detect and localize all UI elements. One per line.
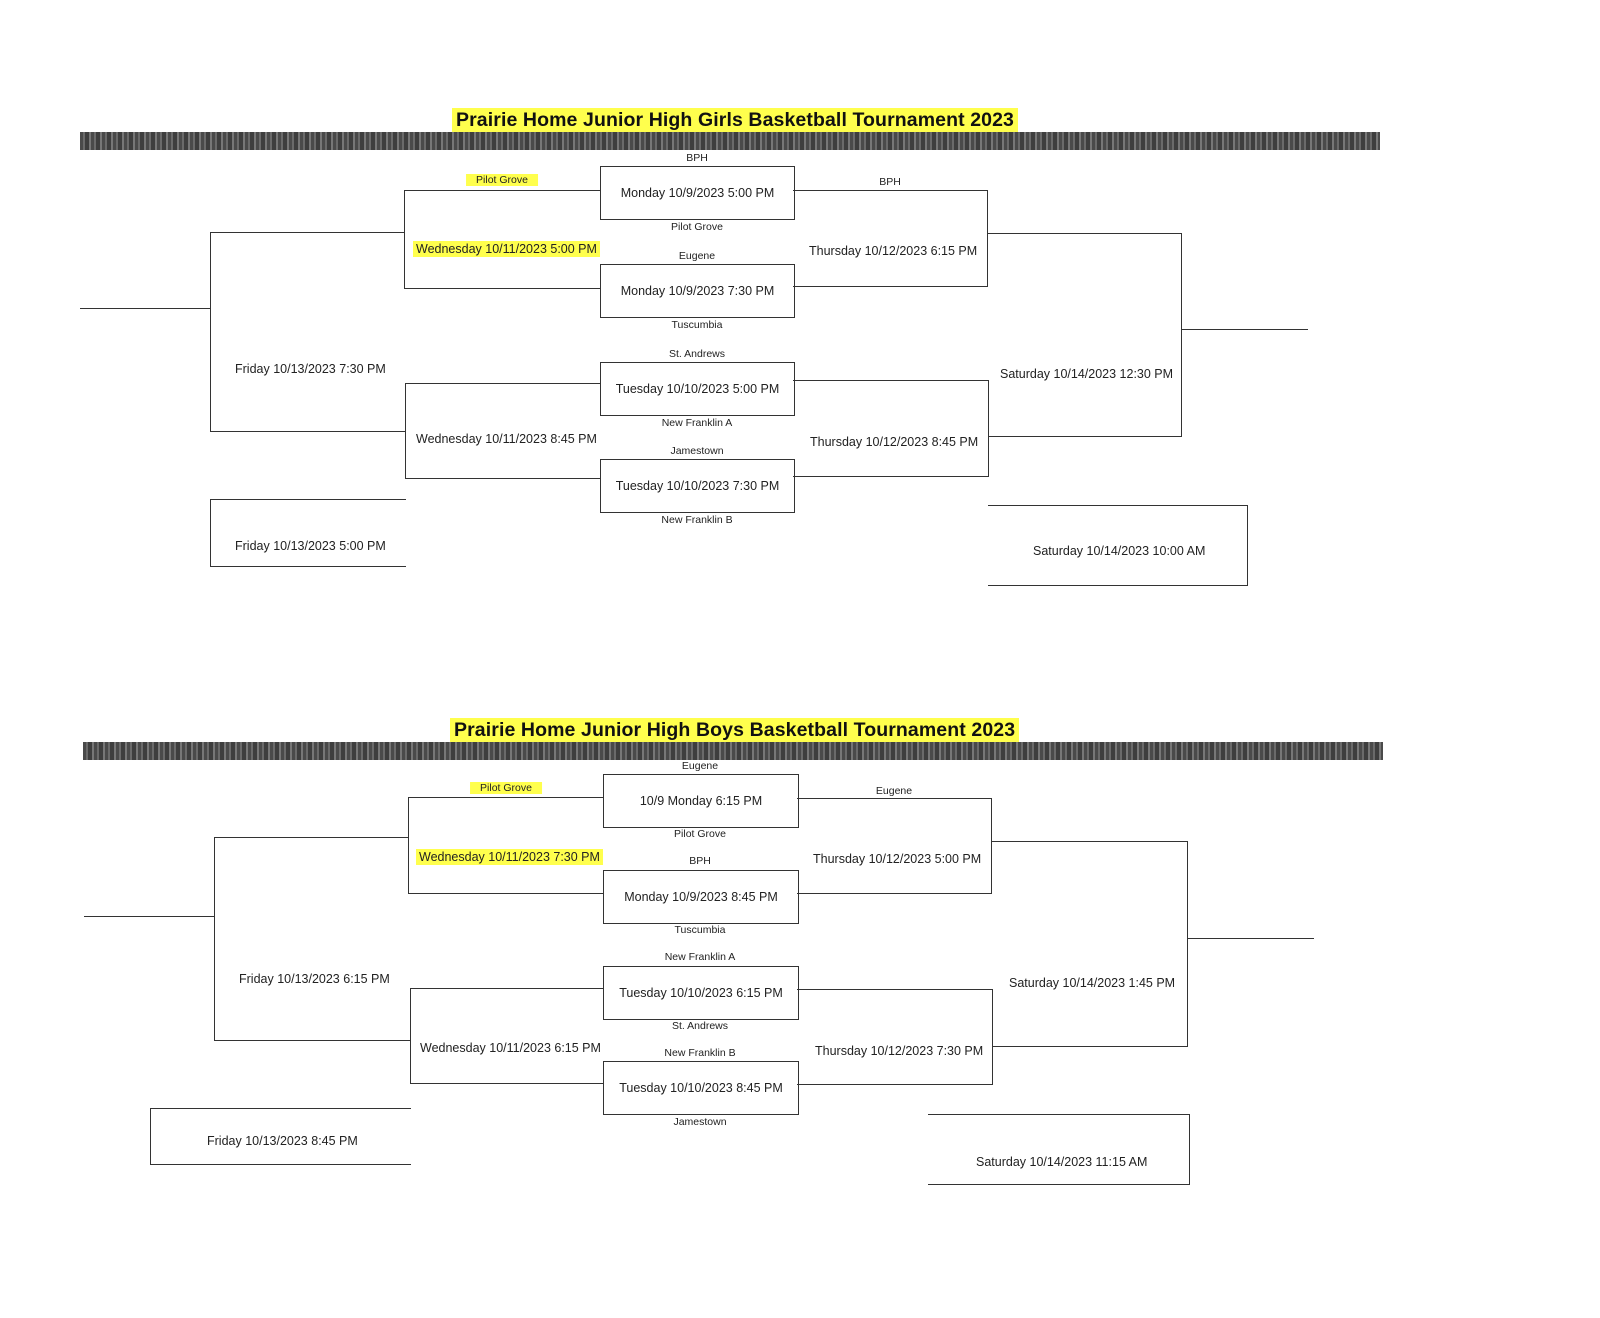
bracket-line: [793, 190, 987, 191]
bracket-line: [408, 797, 603, 798]
game-label: 10/9 Monday 6:15 PM: [639, 794, 763, 808]
bracket-line: [210, 232, 404, 233]
game-box: [603, 870, 799, 924]
bracket-line: [404, 190, 600, 191]
bracket-line: [410, 988, 411, 1084]
team-label: St. Andrews: [668, 348, 726, 360]
team-label: St. Andrews: [671, 1020, 729, 1032]
game-box: [600, 166, 795, 220]
game-label: Thursday 10/12/2023 6:15 PM: [809, 244, 978, 258]
bracket-line: [150, 1108, 411, 1109]
game-label: Tuesday 10/10/2023 5:00 PM: [615, 382, 780, 396]
team-label: Eugene: [678, 250, 716, 262]
team-label: Jamestown: [673, 1116, 727, 1128]
team-label: Tuscumbia: [671, 319, 723, 331]
girls-bracket: [0, 108, 1600, 708]
bracket-line: [408, 797, 409, 894]
bracket-line: [991, 841, 1187, 842]
team-label: Pilot Grove: [470, 782, 542, 794]
game-box: [603, 774, 799, 828]
game-label: Wednesday 10/11/2023 6:15 PM: [420, 1041, 601, 1055]
bracket-line: [214, 837, 408, 838]
bracket-line: [797, 1084, 992, 1085]
team-label: BPH: [686, 152, 708, 164]
team-label: New Franklin B: [664, 1047, 736, 1059]
game-label: Saturday 10/14/2023 1:45 PM: [1009, 976, 1176, 990]
game-label: Saturday 10/14/2023 12:30 PM: [1000, 367, 1174, 381]
bracket-line: [988, 380, 989, 477]
game-label: Thursday 10/12/2023 5:00 PM: [813, 852, 982, 866]
bracket-line: [988, 585, 1247, 586]
bracket-line: [797, 798, 991, 799]
team-label: Pilot Grove: [671, 221, 723, 233]
bracket-line: [84, 916, 214, 917]
team-label: Pilot Grove: [466, 174, 538, 186]
bracket-line: [1189, 1114, 1190, 1185]
game-label: Monday 10/9/2023 5:00 PM: [620, 186, 775, 200]
game-box: [600, 264, 795, 318]
bracket-line: [404, 190, 405, 289]
bracket-line: [210, 431, 405, 432]
team-label: Eugene: [681, 760, 719, 772]
bracket-line: [408, 893, 603, 894]
bracket-line: [210, 232, 211, 432]
bracket-line: [987, 190, 988, 287]
page-title: Prairie Home Junior High Boys Basketball Tournament 2023: [450, 718, 1019, 743]
game-box: [603, 1061, 799, 1115]
team-label: Eugene: [875, 785, 913, 797]
bracket-line: [405, 383, 406, 479]
bracket-line: [793, 476, 988, 477]
bracket-line: [1181, 329, 1308, 330]
bracket-line: [210, 499, 211, 567]
bracket-line: [405, 478, 600, 479]
bracket-line: [80, 308, 210, 309]
team-label: New Franklin A: [664, 951, 736, 963]
team-label: New Franklin B: [661, 514, 733, 526]
bracket-line: [150, 1164, 411, 1165]
game-label: Tuesday 10/10/2023 6:15 PM: [619, 986, 783, 1000]
bracket-line: [988, 505, 1247, 506]
bracket-line: [150, 1108, 151, 1165]
game-box: [603, 966, 799, 1020]
game-label: Tuesday 10/10/2023 8:45 PM: [619, 1081, 783, 1095]
game-label: Friday 10/13/2023 8:45 PM: [207, 1134, 358, 1148]
bracket-line: [928, 1114, 1189, 1115]
game-box: [600, 459, 795, 513]
header-bar: [83, 742, 1383, 760]
game-label: Friday 10/13/2023 7:30 PM: [235, 362, 386, 376]
game-label: Saturday 10/14/2023 10:00 AM: [1033, 544, 1206, 558]
game-label: Thursday 10/12/2023 8:45 PM: [810, 435, 979, 449]
bracket-line: [1187, 938, 1314, 939]
team-label: BPH: [689, 855, 711, 867]
bracket-line: [410, 1083, 603, 1084]
bracket-line: [992, 1046, 1187, 1047]
boys-bracket: [0, 718, 1600, 1318]
bracket-line: [992, 989, 993, 1085]
bracket-line: [214, 837, 215, 1041]
team-label: BPH: [879, 176, 901, 188]
team-label: Jamestown: [670, 445, 724, 457]
game-label: Wednesday 10/11/2023 5:00 PM: [413, 241, 600, 257]
game-label: Wednesday 10/11/2023 8:45 PM: [416, 432, 597, 446]
header-bar: [80, 132, 1380, 150]
bracket-line: [988, 436, 1181, 437]
bracket-line: [991, 798, 992, 894]
bracket-line: [1187, 841, 1188, 1047]
bracket-line: [1181, 233, 1182, 437]
game-label: Friday 10/13/2023 6:15 PM: [239, 972, 390, 986]
bracket-line: [214, 1040, 410, 1041]
bracket-line: [404, 288, 600, 289]
bracket-line: [793, 286, 987, 287]
bracket-line: [1247, 505, 1248, 586]
bracket-line: [797, 893, 991, 894]
game-label: Thursday 10/12/2023 7:30 PM: [815, 1044, 984, 1058]
team-label: Pilot Grove: [674, 828, 726, 840]
game-label: Friday 10/13/2023 5:00 PM: [235, 539, 386, 553]
game-box: [600, 362, 795, 416]
game-label: Tuesday 10/10/2023 7:30 PM: [615, 479, 780, 493]
bracket-line: [210, 566, 406, 567]
game-label: Monday 10/9/2023 8:45 PM: [624, 890, 778, 904]
bracket-line: [410, 988, 603, 989]
page-title: Prairie Home Junior High Girls Basketball Tournament 2023: [452, 108, 1018, 133]
bracket-line: [793, 380, 988, 381]
team-label: Tuscumbia: [674, 924, 726, 936]
bracket-line: [797, 989, 992, 990]
bracket-line: [987, 233, 1181, 234]
game-label: Monday 10/9/2023 7:30 PM: [620, 284, 775, 298]
game-label: Wednesday 10/11/2023 7:30 PM: [416, 849, 603, 865]
bracket-line: [210, 499, 406, 500]
game-label: Saturday 10/14/2023 11:15 AM: [976, 1155, 1148, 1169]
team-label: New Franklin A: [661, 417, 733, 429]
bracket-line: [928, 1184, 1189, 1185]
bracket-line: [405, 383, 600, 384]
